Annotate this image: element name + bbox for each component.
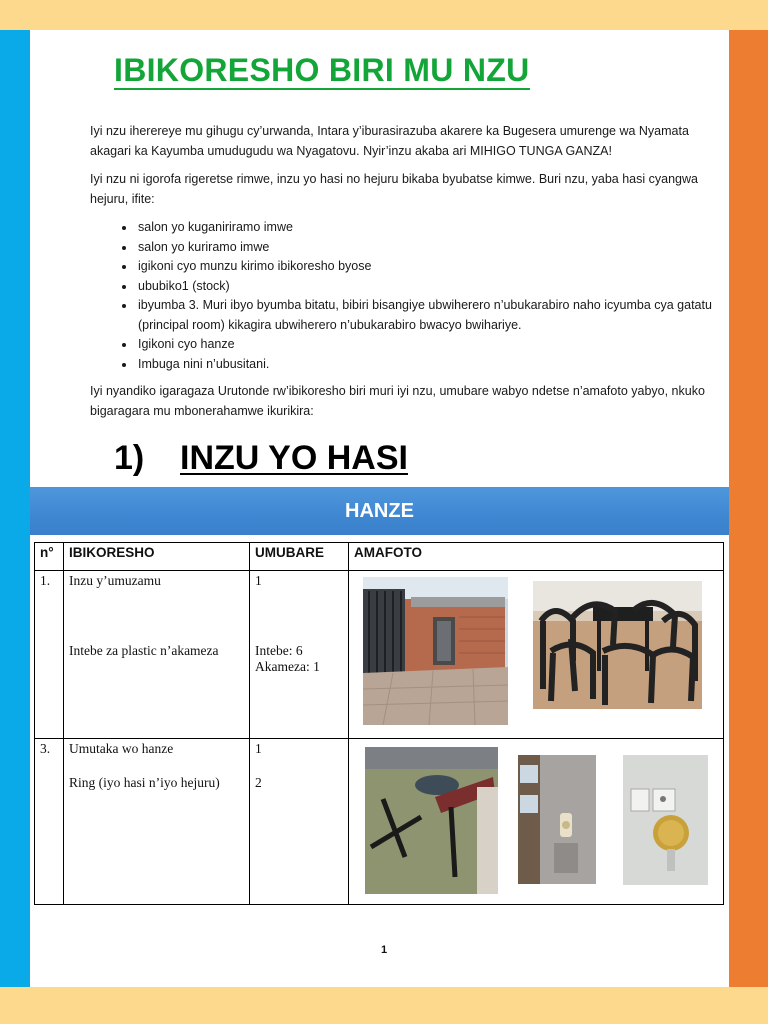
header-item: IBIKORESHO xyxy=(64,543,250,571)
section-number: 1) xyxy=(114,439,145,477)
header-number: n° xyxy=(35,543,64,571)
ring-upper-photo xyxy=(623,755,708,885)
item-name: Intebe za plastic n’akameza xyxy=(69,643,219,658)
umbrella-photo xyxy=(365,747,498,894)
row-quantities xyxy=(250,739,349,905)
category-band: HANZE xyxy=(30,487,729,535)
row-number: 3. xyxy=(35,739,64,905)
item-quantity: 2 xyxy=(255,775,262,790)
list-item: • salon yo kuganiriramo imwe xyxy=(136,218,726,238)
section-title: INZU YO HASI xyxy=(180,439,408,477)
header-photos: AMAFOTO xyxy=(349,543,724,571)
room-list xyxy=(110,218,726,374)
table-header-row xyxy=(35,543,724,571)
ring-lower-photo xyxy=(518,755,596,884)
list-item: • salon yo kuriramo imwe xyxy=(136,238,726,258)
item-name: Umutaka wo hanze xyxy=(69,741,174,756)
item-quantity: 1 xyxy=(255,573,262,588)
document-title: IBIKORESHO BIRI MU NZU xyxy=(114,52,530,88)
item-quantity: Akameza: 1 xyxy=(255,659,320,674)
row-items xyxy=(64,739,250,905)
list-item: • Igikoni cyo hanze xyxy=(136,335,726,355)
list-item: • igikoni cyo munzu kirimo ibikoresho byose xyxy=(136,257,726,277)
bottom-frame-band xyxy=(0,987,768,1024)
section-heading xyxy=(114,436,408,480)
row-quantities xyxy=(250,571,349,739)
item-name: Inzu y’umuzamu xyxy=(69,573,161,588)
list-item: • ibyumba 3. Muri ibyo byumba bitatu, bibiri bisangiye ubwiherero n’ubukarabiro naho icyumba cya gatatu (principal room) kikagira ubwiherero n’ubukarabiro bwacyo bwihariye. xyxy=(136,296,726,335)
row-photos xyxy=(349,739,724,905)
table-row xyxy=(35,739,724,905)
row-photos xyxy=(349,571,724,739)
item-quantity: Intebe: 6 xyxy=(255,643,303,658)
header-quantity: UMUBARE xyxy=(250,543,349,571)
row-items xyxy=(64,571,250,739)
intro-paragraph-purpose: Iyi nyandiko igaragaza Urutonde rw’ibikoresho biri muri iyi nzu, umubare wabyo ndetse n’amafoto yabyo, nkuko bigaragara mu mbonerahamwe ikurikira: xyxy=(90,384,705,418)
intro-paragraph-location: Iyi nzu iherereye mu gihugu cy’urwanda, Intara y’iburasirazuba akarere ka Bugesera umurenge wa Nyamata akagari ka Kayumba umudugudu wa Nyagatovu. Nyir’inzu akaba ari MIHIGO TUNGA GANZA! xyxy=(90,124,689,158)
list-item: • ububiko1 (stock) xyxy=(136,277,726,297)
page-number: 1 xyxy=(380,944,388,956)
row-number: 1. xyxy=(35,571,64,739)
chairs-table-photo xyxy=(533,581,702,709)
right-accent-bar xyxy=(729,30,768,987)
list-item: • Imbuga nini n’ubusitani. xyxy=(136,355,726,375)
intro-paragraph-description: Iyi nzu ni igorofa rigeretse rimwe, inzu yo hasi no hejuru bikaba byubatse kimwe. Buri nzu, yaba hasi cyangwa hejuru, ifite: xyxy=(90,172,698,206)
inventory-table xyxy=(34,542,724,905)
guard-house-photo xyxy=(363,577,508,725)
item-name: Ring (iyo hasi n’iyo hejuru) xyxy=(69,775,220,790)
item-quantity: 1 xyxy=(255,741,262,756)
top-frame-band xyxy=(0,0,768,30)
table-row xyxy=(35,571,724,739)
left-accent-bar xyxy=(0,30,30,987)
